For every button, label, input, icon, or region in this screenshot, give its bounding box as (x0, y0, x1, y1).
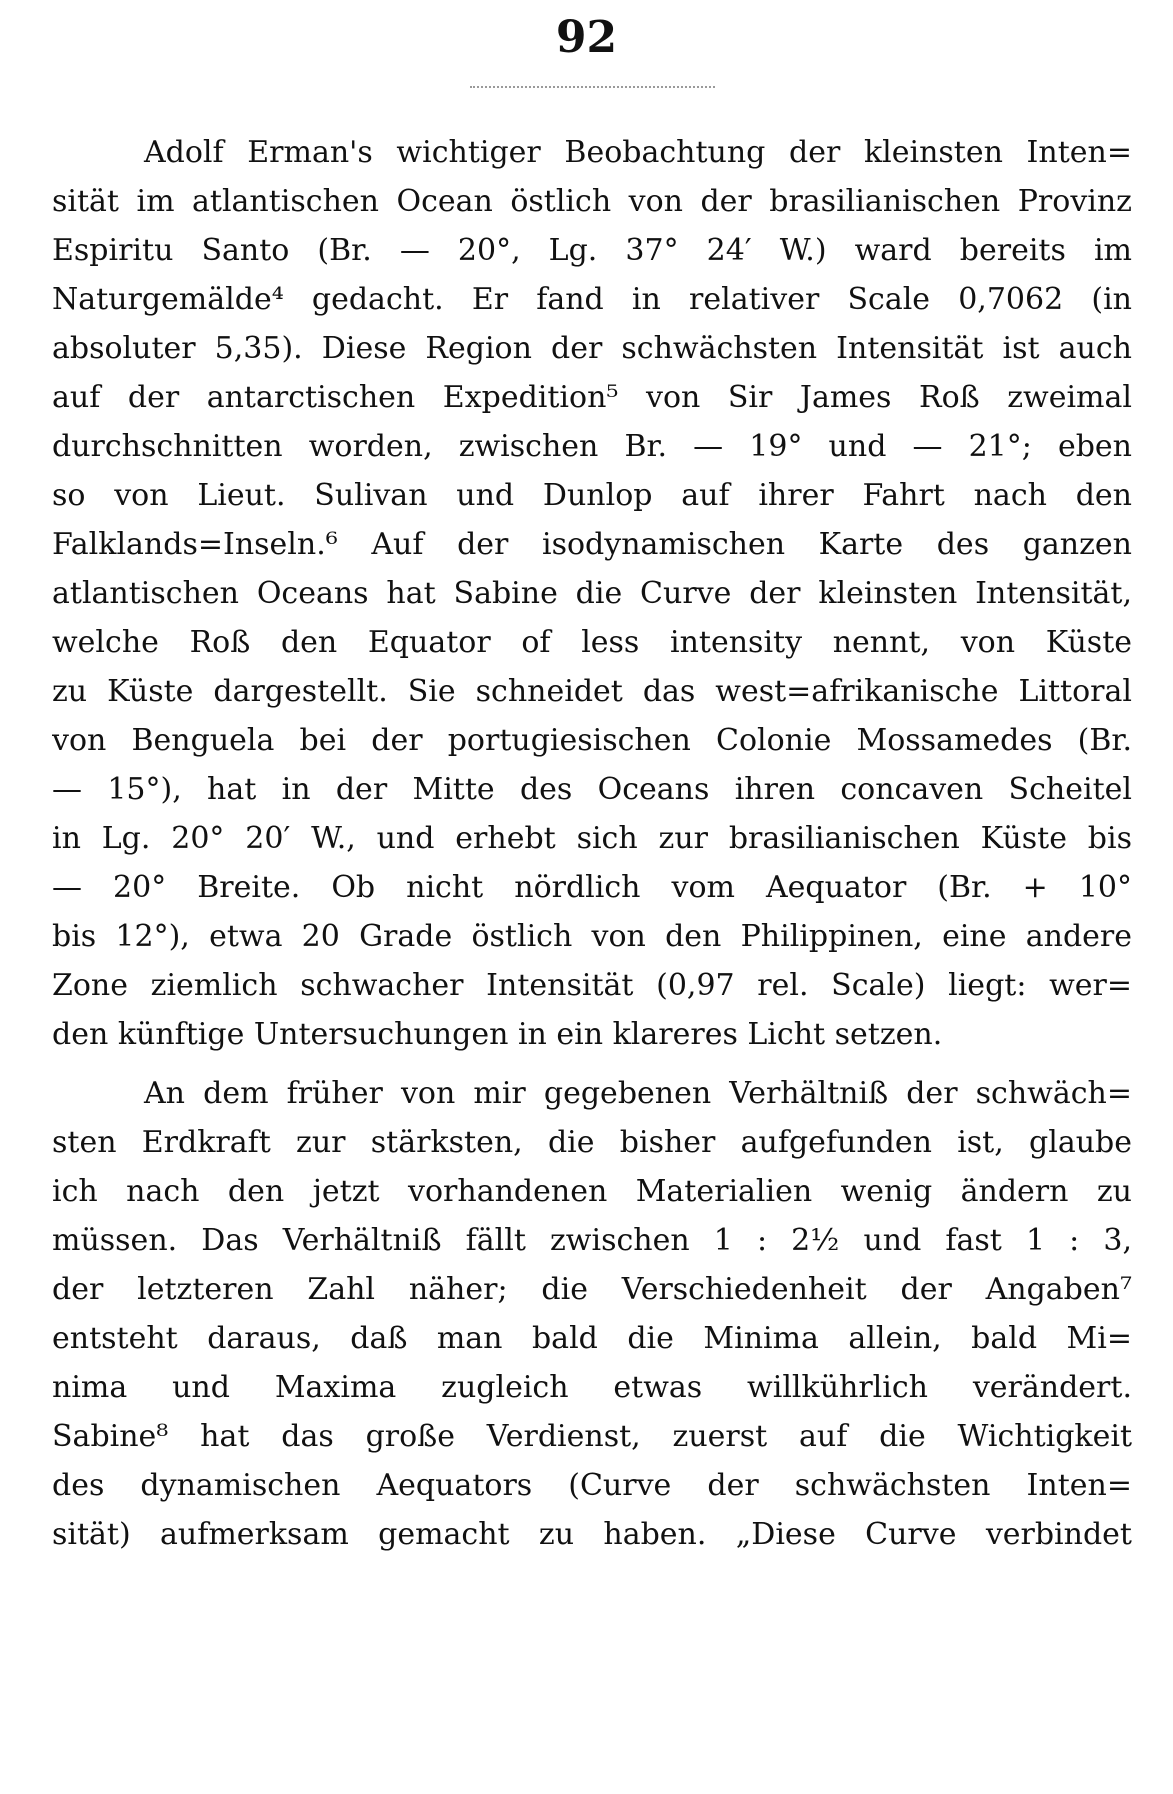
text-line: ich nach den jetzt vorhandenen Materialien wenig ändern zu (52, 1174, 1132, 1209)
text-line: in Lg. 20° 20′ W., und erhebt sich zur brasilianischen Küste bis (52, 821, 1132, 856)
paragraph (52, 128, 1132, 1059)
text-line: sität) aufmerksam gemacht zu haben. „Diese Curve verbindet (52, 1517, 1132, 1552)
text-line: welche Roß den Equator of less intensity nennt, von Küste (52, 625, 1132, 660)
text-line: sität im atlantischen Ocean östlich von der brasilianischen Provinz (52, 184, 1132, 219)
text-line: sten Erdkraft zur stärksten, die bisher aufgefunden ist, glaube (52, 1125, 1132, 1160)
body-text (52, 128, 1132, 1559)
text-line: des dynamischen Aequators (Curve der schwächsten Inten= (52, 1468, 1132, 1503)
text-line: Falklands=Inseln.⁶ Auf der isodynamischen Karte des ganzen (52, 527, 1132, 562)
text-line: — 20° Breite. Ob nicht nördlich vom Aequator (Br. + 10° (52, 870, 1132, 905)
text-line: atlantischen Oceans hat Sabine die Curve der kleinsten Intensität, (52, 576, 1132, 611)
text-line: müssen. Das Verhältniß fällt zwischen 1 : 2½ und fast 1 : 3, (52, 1223, 1132, 1258)
text-line: bis 12°), etwa 20 Grade östlich von den Philippinen, eine andere (52, 919, 1132, 954)
text-line: — 15°), hat in der Mitte des Oceans ihren concaven Scheitel (52, 772, 1132, 807)
text-line: zu Küste dargestellt. Sie schneidet das west=afrikanische Littoral (52, 674, 1132, 709)
text-line: An dem früher von mir gegebenen Verhältniß der schwäch= (144, 1076, 1132, 1111)
text-line: Zone ziemlich schwacher Intensität (0,97 rel. Scale) liegt: wer= (52, 968, 1132, 1003)
text-line: auf der antarctischen Expedition⁵ von Sir James Roß zweimal (52, 380, 1132, 415)
text-line: so von Lieut. Sulivan und Dunlop auf ihrer Fahrt nach den (52, 478, 1132, 513)
text-line: den künftige Untersuchungen in ein klareres Licht setzen. (52, 1017, 943, 1052)
text-line: der letzteren Zahl näher; die Verschiedenheit der Angaben⁷ (52, 1272, 1132, 1307)
text-line: durchschnitten worden, zwischen Br. — 19° und — 21°; eben (52, 429, 1132, 464)
text-line: Adolf Erman's wichtiger Beobachtung der kleinsten Inten= (144, 135, 1132, 170)
text-line: Espiritu Santo (Br. — 20°, Lg. 37° 24′ W.) ward bereits im (52, 233, 1132, 268)
paragraph (52, 1069, 1132, 1559)
text-line: von Benguela bei der portugiesischen Colonie Mossamedes (Br. (52, 723, 1132, 758)
text-line: Naturgemälde⁴ gedacht. Er fand in relativer Scale 0,7062 (in (52, 282, 1132, 317)
text-line: nima und Maxima zugleich etwas willkührlich verändert. (52, 1370, 1132, 1405)
text-line: Sabine⁸ hat das große Verdienst, zuerst auf die Wichtigkeit (52, 1419, 1132, 1454)
text-line: absoluter 5,35). Diese Region der schwächsten Intensität ist auch (52, 331, 1132, 366)
text-line: entsteht daraus, daß man bald die Minima allein, bald Mi= (52, 1321, 1132, 1356)
page-number: 92 (555, 12, 618, 63)
header-divider (470, 86, 715, 88)
paragraph-gap (52, 1059, 1132, 1069)
